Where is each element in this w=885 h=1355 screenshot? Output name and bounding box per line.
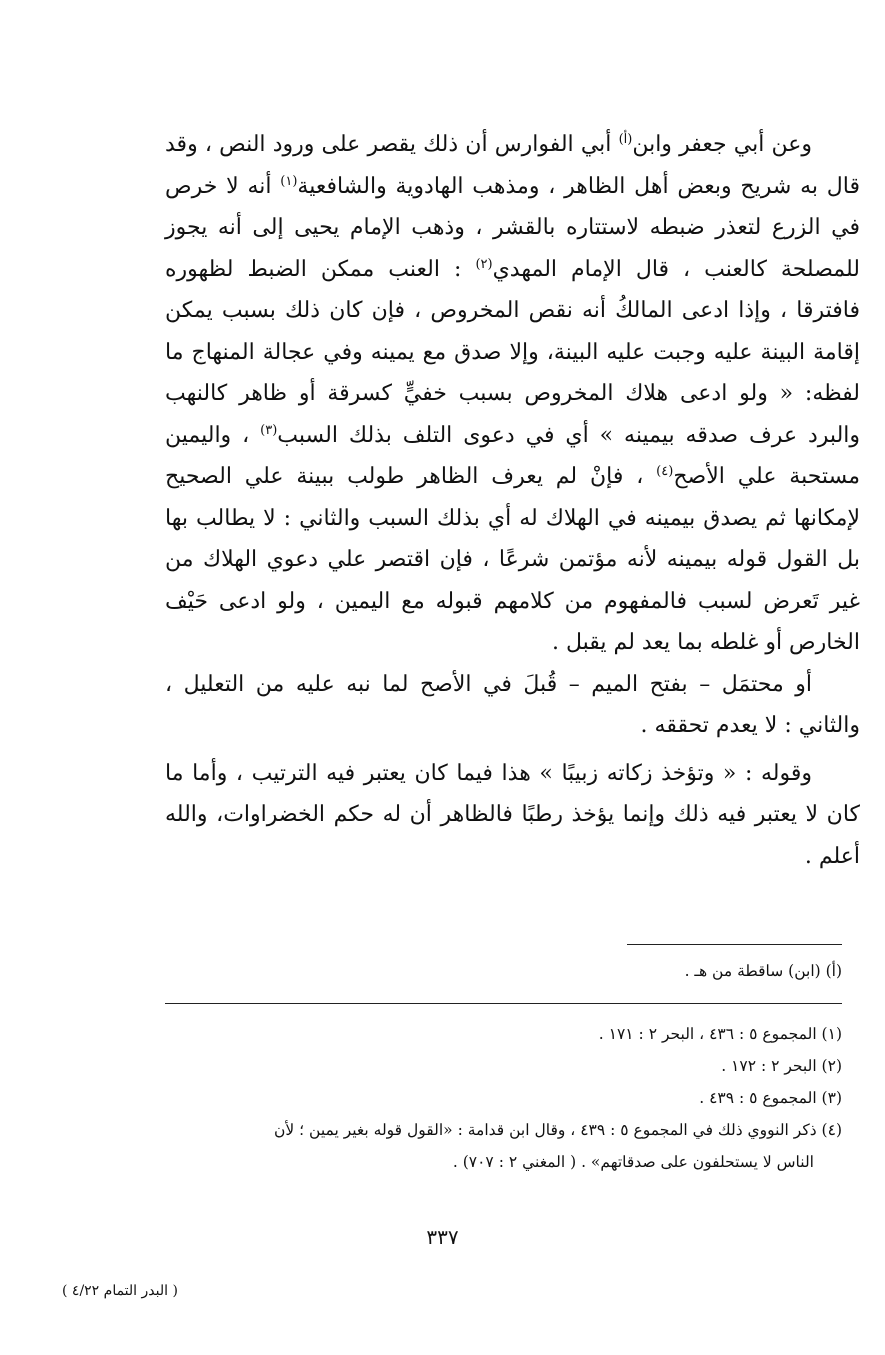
text-line: فإن اقتصر علي دعوي الهلاك من غير تَعرض لسبب فالمفهوم من كلامهم [165, 547, 860, 614]
text-segment: ، فإنْ لم يعرف الظاهر طولب [347, 464, 644, 489]
text-segment: ، واليمين مستحبة علي الأصح [165, 422, 860, 489]
text-line: قبوله مع اليمين ، ولو ادعى حَيْف الخارص أو غلطه بما يعد لم يقبل . [165, 588, 860, 655]
text-line: ما كان لا يعتبر فيه ذلك وإنما يؤخذ رطبًا فالظاهر أن له حكم الخضراوات، [165, 760, 860, 827]
text-line: أو محتمَل – بفتح الميم – قُبلَ في الأصح لما نبه عليه من التعليل ، [165, 671, 812, 697]
footnote-4: (٤) ذكر النووي ذلك في المجموع ٥ : ٤٣٩ ، وقال ابن قدامة : «القول قوله بغير يمين ؛ لأن [274, 1121, 842, 1139]
footnote-ref-2: (٢) [475, 256, 493, 272]
footnote-1: (١) المجموع ٥ : ٤٣٦ ، البحر ٢ : ١٧١ . [598, 1025, 842, 1043]
footnote-3: (٣) المجموع ٥ : ٤٣٩ . [699, 1089, 842, 1107]
text-line: أبي الفوارس أن ذلك يقصر على ورود النص ، [204, 132, 612, 157]
text-segment: أنه لا [226, 173, 272, 199]
text-line: عجالة المنهاج ما لفظه: « ولو ادعى هلاك المخروص بسبب خفيٍّ كسرقة [165, 339, 860, 406]
text-line: والله أعلم . [165, 802, 860, 869]
text-segment: يجوز للمصلحة كالعنب ، قال الإمام المهدي [165, 215, 860, 282]
footnote-divider-full [165, 1003, 842, 1004]
text-segment: السبب [277, 422, 338, 448]
text-line: أو ظاهر كالنهب والبرد عرف صدقه بيمينه » أي في دعوى التلف بذلك [165, 381, 861, 448]
footnote-divider-short [627, 944, 842, 945]
paragraph-2 [165, 664, 860, 747]
footnote-ref-3: (٣) [260, 422, 278, 438]
text-line: والثاني : لا يعدم تحققه . [640, 713, 860, 738]
footnotes [165, 1018, 842, 1178]
main-text [165, 124, 860, 877]
text-line: خرص في الزرع لتعذر ضبطه لاستتاره بالقشر ، وذهب الإمام يحيى إلى أنه [165, 173, 860, 240]
text-line: السبب والثاني : لا يطالب بها بل القول قوله بيمينه لأنه مؤتمن شرعًا ، [165, 505, 860, 572]
footnote-ref-1: (١) [280, 173, 298, 189]
paragraph-1 [165, 124, 860, 664]
page-number: ٣٣٧ [426, 1225, 459, 1249]
footnote-2: (٢) البحر ٢ : ١٧٢ . [721, 1057, 842, 1075]
footnote-ref-4: (٤) [656, 464, 674, 479]
text-line: ببينة علي الصحيح لإمكانها ثم يصدق بيمينه في الهلاك له أي بذلك [165, 464, 861, 531]
book-signature: ( البدر التمام ٤/٢٢ ) [62, 1283, 178, 1299]
text-line: وقوله : « وتؤخذ زكاته زبيبًا » هذا فيما كان يعتبر فيه الترتيب ، وأما [192, 760, 812, 786]
text-segment: : العنب ممكن الضبط [247, 256, 462, 282]
footnote-ref-a: (أ) [618, 132, 633, 147]
text-segment: وعن أبي جعفر وابن [632, 132, 812, 157]
paragraph-3 [165, 753, 860, 878]
text-line: لظهوره فافترقا ، وإذا ادعى المالكُ أنه نقص المخروص ، فإن كان ذلك [165, 256, 860, 323]
text-line: بسبب يمكن إقامة البينة عليه وجبت عليه البينة، وإلا صدق مع يمينه وفي [165, 298, 860, 365]
footnote-a: (أ) (ابن) ساقطة من هـ . [684, 962, 842, 980]
footnote-4-continued: الناس لا يستحلفون على صدقاتهم» . ( المغني ٢ : ٧٠٧) . [452, 1153, 814, 1171]
text-segment: وقد قال به شريح وبعض أهل الظاهر ، ومذهب الهادوية والشافعية [165, 132, 860, 199]
